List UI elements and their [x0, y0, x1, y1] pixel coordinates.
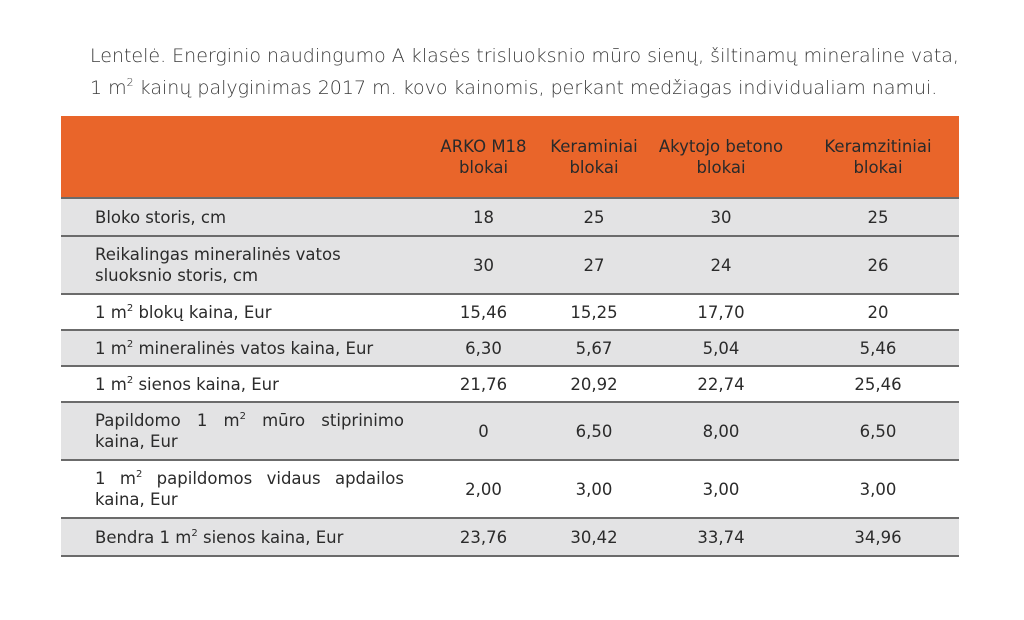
row-label-text-rest: sienos kaina, Eur — [133, 374, 279, 394]
row-label — [61, 330, 424, 366]
table-row — [61, 518, 959, 556]
table-cell: 3,00 — [645, 460, 797, 518]
row-label-text-rest: mūro stiprinimo kaina, Eur — [95, 411, 404, 451]
table-cell: 20,92 — [543, 366, 645, 402]
column-header-line1: Keraminiai — [550, 136, 638, 156]
table-cell: 30,42 — [543, 518, 645, 556]
caption-line-2-pre: 1 m — [90, 77, 127, 99]
table-cell: 30 — [645, 198, 797, 236]
table-cell: 6,50 — [797, 402, 959, 460]
table-row — [61, 236, 959, 294]
row-label-text: 1 m — [95, 469, 136, 488]
row-label-text: Papildomo 1 m — [95, 411, 240, 430]
header-empty-cell — [61, 116, 424, 198]
table-cell: 8,00 — [645, 402, 797, 460]
table-row — [61, 330, 959, 366]
table-cell: 30 — [424, 236, 543, 294]
table-cell: 5,46 — [797, 330, 959, 366]
row-label-text-rest: blokų kaina, Eur — [133, 302, 272, 322]
row-label-text-rest: papildomos vidaus apdailos kaina, Eur — [95, 469, 404, 509]
table-cell: 33,74 — [645, 518, 797, 556]
column-header-line2: blokai — [853, 157, 903, 177]
column-header-line2: blokai — [569, 157, 619, 177]
row-label-text-rest: mineralinės vatos kaina, Eur — [133, 338, 374, 358]
row-label — [61, 198, 424, 236]
table-caption — [90, 40, 970, 104]
table-row — [61, 198, 959, 236]
row-label — [61, 366, 424, 402]
table-cell: 3,00 — [797, 460, 959, 518]
row-label — [61, 402, 424, 460]
row-label-superscript: 2 — [135, 469, 143, 480]
row-label — [61, 460, 424, 518]
column-header-arko — [424, 116, 543, 198]
row-label-text: Reikalingas mineralinės vatos sluoksnio storis, cm — [95, 245, 341, 285]
row-label-superscript: 2 — [191, 527, 198, 539]
table-header — [61, 116, 959, 198]
table-cell: 26 — [797, 236, 959, 294]
row-label — [61, 294, 424, 330]
table-cell: 23,76 — [424, 518, 543, 556]
table-cell: 3,00 — [543, 460, 645, 518]
row-label-text: 1 m — [95, 338, 127, 358]
row-label — [61, 518, 424, 556]
table-cell: 6,50 — [543, 402, 645, 460]
row-label-superscript: 2 — [126, 338, 134, 350]
column-header-line1: Akytojo betono — [658, 136, 784, 156]
table-row — [61, 402, 959, 460]
table-cell: 5,04 — [645, 330, 797, 366]
table-cell: 2,00 — [424, 460, 543, 518]
row-label-text-rest: sienos kaina, Eur — [197, 527, 344, 547]
table-cell: 24 — [645, 236, 797, 294]
caption-line-1: Lentelė. Energinio naudingumo A klasės trisluoksnio mūro sienų, šiltinamų mineraline vata, — [90, 45, 959, 67]
column-header-line1: Keramzitiniai — [824, 136, 932, 156]
column-header-line1: ARKO M18 — [440, 136, 527, 156]
table-cell: 27 — [543, 236, 645, 294]
column-header-line2: blokai — [696, 157, 746, 177]
column-header-akytojo-betono — [645, 116, 797, 198]
row-label-superscript: 2 — [126, 374, 134, 386]
column-header-line2: blokai — [458, 157, 509, 177]
table-cell: 15,25 — [543, 294, 645, 330]
caption-line-2 — [90, 72, 970, 104]
row-label-text: 1 m — [95, 374, 127, 394]
table-cell: 18 — [424, 198, 543, 236]
caption-line-2-post: kainų palyginimas 2017 m. kovo kainomis, perkant medžiagas individualiam namui. — [133, 77, 938, 99]
table-row — [61, 460, 959, 518]
table-cell: 0 — [424, 402, 543, 460]
table-cell: 6,30 — [424, 330, 543, 366]
table-cell: 34,96 — [797, 518, 959, 556]
table-cell: 5,67 — [543, 330, 645, 366]
column-header-keraminiai — [543, 116, 645, 198]
table-cell: 25,46 — [797, 366, 959, 402]
row-label-text: 1 m — [95, 302, 127, 322]
caption-superscript: 2 — [126, 76, 134, 89]
row-label-text: Bloko storis, cm — [95, 207, 227, 227]
table-cell: 25 — [797, 198, 959, 236]
table-cell: 15,46 — [424, 294, 543, 330]
table-cell: 25 — [543, 198, 645, 236]
row-label-superscript: 2 — [126, 302, 134, 314]
table-cell: 20 — [797, 294, 959, 330]
row-label — [61, 236, 424, 294]
row-label-superscript: 2 — [239, 411, 246, 422]
price-comparison-table — [61, 116, 959, 557]
column-header-keramzitiniai — [797, 116, 959, 198]
table-body — [61, 198, 959, 556]
table-cell: 21,76 — [424, 366, 543, 402]
row-label-text: Bendra 1 m — [95, 527, 192, 547]
table-row — [61, 366, 959, 402]
header-row — [61, 116, 959, 198]
table-row — [61, 294, 959, 330]
table-cell: 22,74 — [645, 366, 797, 402]
table-cell: 17,70 — [645, 294, 797, 330]
